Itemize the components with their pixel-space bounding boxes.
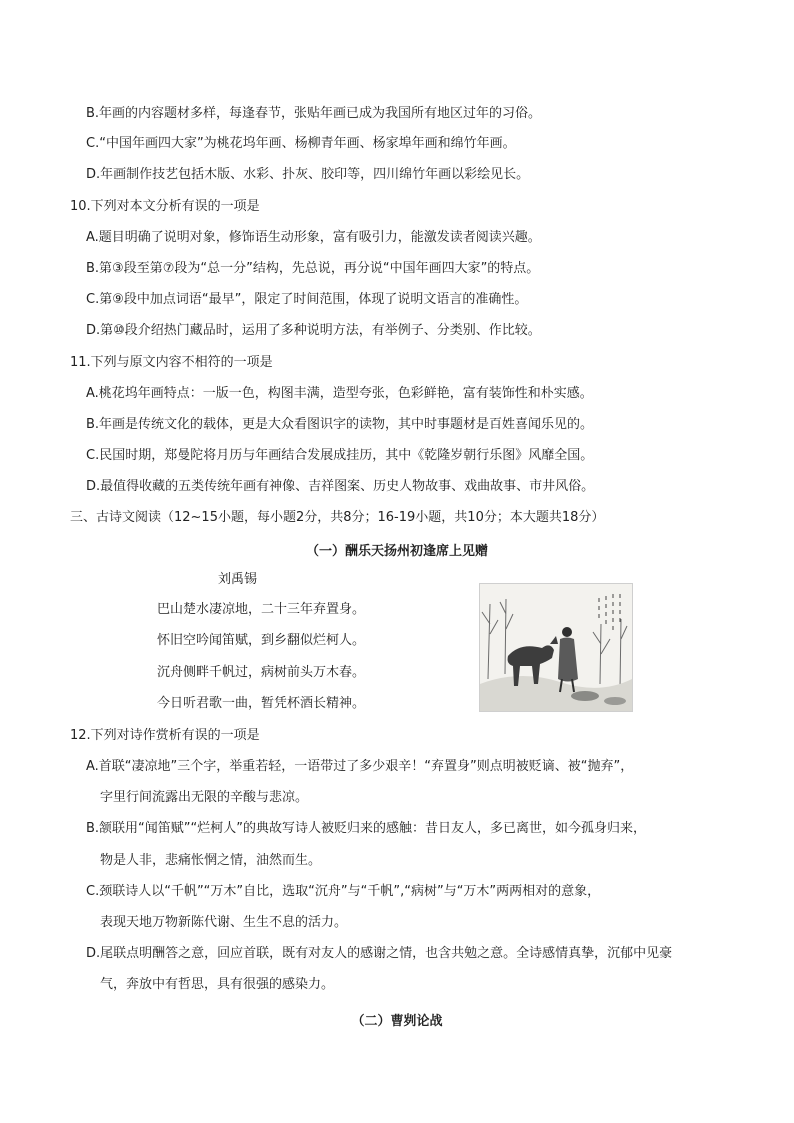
poem-line-3: 沉舟侧畔千帆过，病树前头万木春。: [157, 665, 366, 680]
poem-line-1: 巴山楚水凄凉地，二十三年弃置身。: [157, 602, 366, 617]
q11-option-a: A.桃花坞年画特点：一版一色，构图丰满，造型夸张，色彩鲜艳，富有装饰性和朴实感。: [86, 386, 593, 401]
subsection-2-title: （二）曹刿论战: [351, 1014, 443, 1029]
poem-line-2: 怀旧空吟闻笛赋，到乡翻似烂柯人。: [157, 633, 366, 648]
q11-stem: 11.下列与原文内容不相符的一项是: [70, 355, 273, 370]
q12-option-b-line1: B.颔联用“闻笛赋”“烂柯人”的典故写诗人被贬归来的感触：昔日友人，多已离世，如今孤身归来，: [86, 821, 646, 836]
ink-painting-image: [480, 584, 632, 711]
q12-stem: 12.下列对诗作赏析有误的一项是: [70, 728, 260, 743]
q12-option-a-line1: A.首联“凄凉地”三个字，举重若轻，一语带过了多少艰辛！“弃置身”则点明被贬谪、被“抛弃”，: [86, 759, 634, 774]
q12-option-b-line2: 物是人非，悲痛怅惘之情，油然而生。: [100, 853, 322, 868]
q12-option-c-line2: 表现天地万物新陈代谢、生生不息的活力。: [100, 915, 348, 930]
q12-option-d-line1: D.尾联点明酬答之意，回应首联，既有对友人的感谢之情，也含共勉之意。全诗感情真挚，沉郁中见豪: [86, 946, 673, 961]
q10-option-d: D.第⑩段介绍热门藏品时，运用了多种说明方法，有举例子、分类别、作比较。: [86, 323, 541, 338]
section-3-heading: 三、古诗文阅读（12~15小题，每小题2分，共8分；16-19小题，共10分；本大题共18分）: [70, 510, 605, 525]
q9-option-d: D.年画制作技艺包括木版、水彩、扑灰、胶印等，四川绵竹年画以彩绘见长。: [86, 167, 530, 182]
q11-option-d: D.最值得收藏的五类传统年画有神像、吉祥图案、历史人物故事、戏曲故事、市井风俗。: [86, 479, 595, 494]
q12-option-a-line2: 字里行间流露出无限的辛酸与悲凉。: [100, 790, 309, 805]
q10-option-c: C.第⑨段中加点词语“最早”，限定了时间范围，体现了说明文语言的准确性。: [86, 292, 528, 307]
q12-option-c-line1: C.颈联诗人以“千帆”“万木”自比，选取“沉舟”与“千帆”,“病树”与“万木”两两相对的意象，: [86, 884, 601, 899]
q10-option-b: B.第③段至第⑦段为“总一分”结构，先总说，再分说“中国年画四大家”的特点。: [86, 261, 540, 276]
poet-illustration: [479, 583, 633, 712]
q9-option-c: C.“中国年画四大家”为桃花坞年画、杨柳青年画、杨家埠年画和绵竹年画。: [86, 136, 516, 151]
q10-stem: 10.下列对本文分析有误的一项是: [70, 199, 260, 214]
poem-title: （一）酬乐天扬州初逢席上见赠: [305, 544, 488, 559]
q11-option-c: C.民国时期，郑曼陀将月历与年画结合发展成挂历，其中《乾隆岁朝行乐图》风靡全国。: [86, 448, 594, 463]
poem-author: 刘禹锡: [218, 572, 258, 587]
q10-option-a: A.题目明确了说明对象，修饰语生动形象，富有吸引力，能激发读者阅读兴趣。: [86, 230, 541, 245]
q12-option-d-line2: 气，奔放中有哲思，具有很强的感染力。: [100, 977, 335, 992]
q9-option-b: B.年画的内容题材多样，每逢春节，张贴年画已成为我国所有地区过年的习俗。: [86, 106, 542, 121]
q11-option-b: B.年画是传统文化的载体，更是大众看图识字的读物，其中时事题材是百姓喜闻乐见的。: [86, 417, 594, 432]
poem-line-4: 今日听君歌一曲，暂凭杯酒长精神。: [157, 696, 366, 711]
